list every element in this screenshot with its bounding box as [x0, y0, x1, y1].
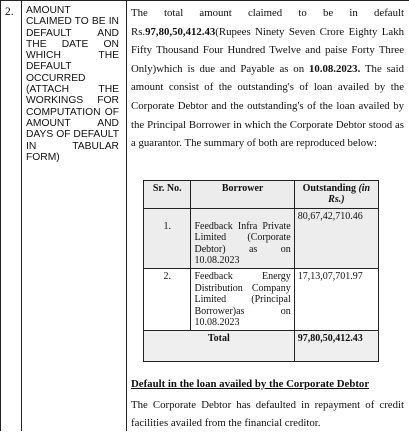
table-row [144, 208, 379, 269]
header-sr-no: Sr. No. [144, 181, 191, 209]
header-borrower: Borrower [191, 181, 294, 209]
total-row [144, 331, 379, 362]
label-line: AMOUNT AND [26, 117, 119, 129]
claim-amount: 97,80,50,412.43 [145, 25, 216, 38]
cell-borrower: Feedback Infra Private Limited (Corporate Debtor) as on 10.08.2023 [191, 208, 294, 269]
summary-table [143, 180, 379, 362]
label-line: COMPUTATION OF [26, 106, 119, 118]
section-heading: Default in the loan availed by the Corporate Debtor [131, 378, 370, 390]
claim-paragraph [131, 4, 404, 153]
label-line: FORM) [26, 151, 60, 163]
label-line: OCCURRED [26, 72, 86, 84]
row-label [26, 5, 119, 163]
claim-amount-words: (Rupees Ninety Seven Crore Eighty Lakh Fifty Thousand Four Hundred Twelve and paise Forty Three Only)which is due and Payable as on [131, 25, 404, 75]
section-text: The Corporate Debtor has defaulted in repayment of credit facilities availed from the financial creditor. [131, 399, 404, 430]
header-outstanding-unit: (in Rs.) [328, 183, 371, 206]
cell-outstanding: 17,13,07,701.97 [294, 269, 378, 331]
label-line: IN TABULAR [26, 140, 119, 152]
column-divider-serial [21, 0, 22, 431]
claim-rest: The said amount consist of the outstanding's of loan availed by the Corporate Debtor and the outstanding's of the loan availed by the Principal Borrower in which the Corporate Debtor stood as a guarantor. The summary of both are reproduced below: [131, 62, 404, 150]
label-line: WHICH THE [26, 50, 119, 62]
table-border-top [0, 0, 409, 1]
label-line: WORKINGS FOR [26, 95, 119, 107]
table-border-left [0, 0, 1, 431]
header-outstanding [294, 181, 378, 209]
header-outstanding-label: Outstanding [302, 183, 356, 194]
table-row [144, 269, 379, 331]
label-line: DEFAULT AND [26, 27, 119, 39]
total-label: Total [144, 331, 295, 362]
row-serial-number: 2. [5, 6, 14, 18]
cell-borrower: Feedback Energy Distribution Company Limited (Principal Borrower)as on 10.08.2023 [191, 269, 294, 331]
label-line: AMOUNT [26, 5, 71, 16]
label-line: DEFAULT [26, 61, 72, 73]
label-line: CLAIMED TO BE IN [26, 16, 119, 28]
column-divider-label [126, 0, 127, 431]
cell-outstanding: 80,67,42,710.46 [294, 208, 378, 269]
label-line: (ATTACH THE [26, 84, 119, 96]
claim-intro: The total amount claimed to be in default Rs. [131, 7, 404, 38]
summary-header-row [144, 181, 379, 209]
cell-sr: 1. [144, 208, 191, 269]
claim-date: 10.08.2023. [308, 62, 361, 75]
total-value: 97,80,50,412.43 [294, 331, 378, 362]
cell-sr: 2. [144, 269, 191, 331]
label-line: DAYS OF DEFAULT [26, 129, 119, 141]
label-line: THE DATE ON [26, 38, 119, 50]
